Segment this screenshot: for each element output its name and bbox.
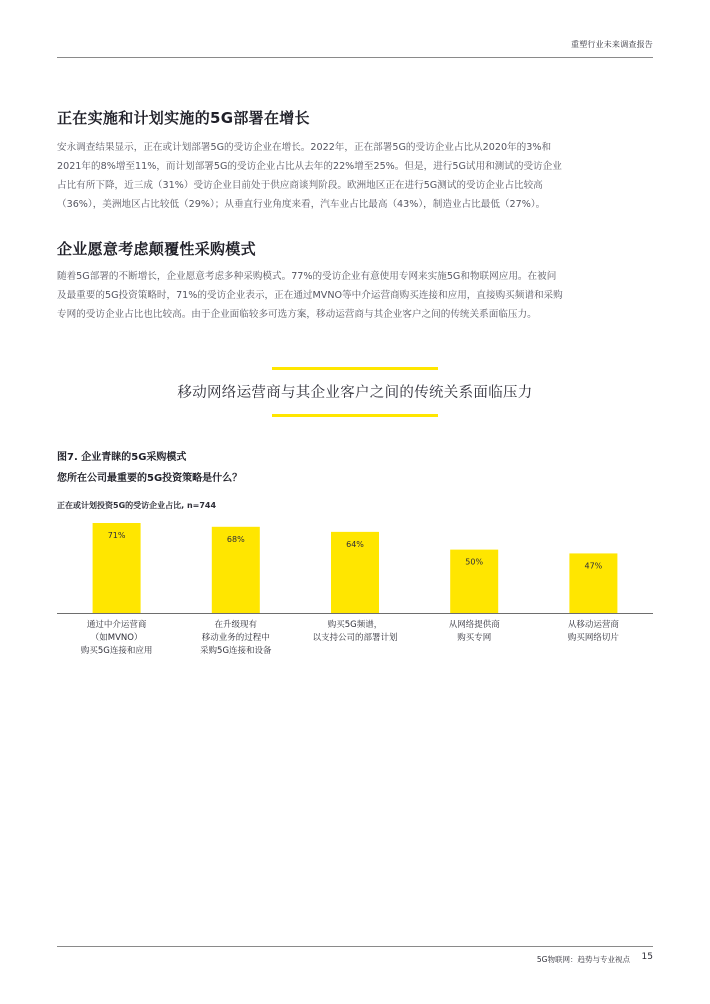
footer-report-title: 5G物联网：趋势与专业视点 [536, 955, 630, 964]
header-divider [57, 57, 653, 58]
category-label: 从移动运营商 [567, 620, 619, 630]
section-heading-procurement: 企业愿意考虑颠覆性采购模式 [57, 240, 256, 258]
bar-value-label: 68% [226, 534, 245, 544]
paragraph-line: 安永调查结果显示，正在或计划部署5G的受访企业在增长。2022年，正在部署5G的受访企业占比从2020年的3%和 [57, 142, 552, 153]
report-header-title: 重塑行业未来调查报告 [571, 40, 653, 49]
figure-title: 图7. 企业青睐的5G采购模式 [57, 452, 187, 463]
callout-top-rule [272, 367, 438, 370]
figure-subtitle: 您所在公司最重要的5G投资策略是什么？ [57, 473, 243, 484]
category-label: 以支持公司的部署计划 [312, 633, 398, 643]
category-label: 购买5G频谱， [327, 620, 383, 630]
category-label: 采购5G连接和设备 [200, 646, 272, 656]
section-heading-5g-deployment: 正在实施和计划实施的5G部署在增长 [57, 109, 310, 127]
paragraph-line: 随着5G部署的不断增长，企业愿意考虑多种采购模式。77%的受访企业有意使用专网来实施5G和物联网应用。在被问 [57, 271, 557, 282]
chart-y-label: 正在或计划投资5G的受访企业占比, n=744 [57, 501, 217, 510]
bar-value-label: 50% [465, 557, 484, 567]
footer-divider [57, 946, 653, 947]
category-label: 购买5G连接和应用 [80, 646, 153, 656]
paragraph-line: 2021年的8%增至11%，而计划部署5G的受访企业占比从去年的22%增至25%。但是，进行5G试用和测试的受访企业 [57, 161, 562, 172]
procurement-bar-chart [57, 515, 653, 665]
category-label: 在升级现有 [214, 620, 258, 630]
category-label: 移动业务的过程中 [201, 633, 270, 643]
section-paragraph-5g-deployment [57, 138, 657, 214]
bar-value-label: 71% [107, 531, 126, 540]
paragraph-line: 专网的受访企业占比也比较高。由于企业面临较多可选方案，移动运营商与其企业客户之间的传统关系面临压力。 [57, 309, 537, 320]
bar-value-label: 47% [584, 561, 603, 571]
callout-bottom-rule [272, 414, 438, 417]
pull-quote: 移动网络运营商与其企业客户之间的传统关系面临压力 [177, 385, 533, 401]
paragraph-line: 占比有所下降，近三成（31%）受访企业目前处于供应商谈判阶段。欧洲地区正在进行5G测试的受访企业占比较高 [57, 180, 543, 191]
category-label: 通过中介运营商 [86, 620, 147, 630]
category-label: 购买专网 [457, 633, 492, 643]
category-label: 购买网络切片 [567, 633, 619, 643]
page-number: 15 [641, 952, 653, 962]
paragraph-line: （36%），美洲地区占比较低（29%）；从垂直行业角度来看，汽车业占比最高（43%），制造业占比最低（27%）。 [57, 199, 546, 210]
bar-value-label: 64% [346, 539, 364, 549]
category-label: （如MVNO） [90, 633, 143, 643]
section-paragraph-procurement [57, 267, 657, 324]
category-label: 从网络提供商 [448, 620, 500, 630]
paragraph-line: 及最重要的5G投资策略时，71%的受访企业表示，正在通过MVNO等中介运营商购买连接和应用，直接购买频谱和采购 [57, 290, 563, 301]
